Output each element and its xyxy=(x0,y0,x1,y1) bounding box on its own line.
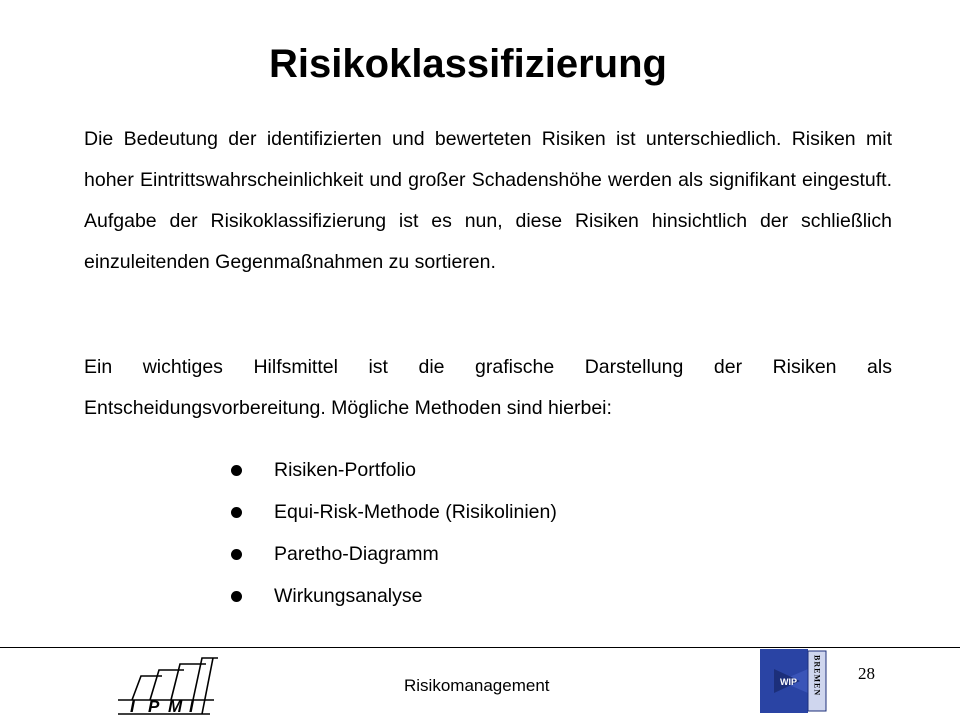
paragraph-methods-intro: Ein wichtiges Hilfsmittel ist die grafische Darstellung der Risiken als Entscheidungsvorbereitung. Mögliche Methoden sind hierbei: xyxy=(84,356,892,419)
list-item-label: Risiken-Portfolio xyxy=(274,459,416,481)
ipmi-logo-icon xyxy=(118,656,220,716)
methods-list xyxy=(228,449,557,617)
list-item xyxy=(228,575,557,617)
wip-label: WIP xyxy=(780,677,797,687)
bullet-dot-icon xyxy=(231,549,242,560)
footer-divider xyxy=(0,647,960,648)
list-item-label: Paretho-Diagramm xyxy=(274,543,439,565)
ipmi-letter: I xyxy=(189,697,194,716)
list-item xyxy=(228,491,557,533)
list-item-label: Equi-Risk-Methode (Risikolinien) xyxy=(274,501,557,523)
ipmi-letter: P xyxy=(148,697,160,716)
ipmi-letter: I xyxy=(130,697,135,716)
list-item-label: Wirkungsanalyse xyxy=(274,585,423,607)
page-number: 28 xyxy=(858,664,875,683)
ipmi-letter: M xyxy=(168,697,183,716)
list-item xyxy=(228,449,557,491)
bremen-label: BREMEN xyxy=(812,655,822,697)
bullet-dot-icon xyxy=(231,507,242,518)
paragraph-definition: Die Bedeutung der identifizierten und bewerteten Risiken ist unterschiedlich. Risiken mit hoher Eintrittswahrscheinlichkeit und großer Schadenshöhe werden als signifikant eingestuft. Aufgabe der Risikoklassifizierung ist es nun, diese Risiken hinsichtlich der schließlich einzuleitenden Gegenmaßnahmen zu sortieren. xyxy=(84,128,892,273)
slide-title: Risikoklassifizierung xyxy=(269,42,667,86)
wip-bremen-logo-icon xyxy=(760,649,830,713)
list-item xyxy=(228,533,557,575)
footer-title: Risikomanagement xyxy=(404,676,550,695)
bullet-dot-icon xyxy=(231,591,242,602)
bullet-dot-icon xyxy=(231,465,242,476)
